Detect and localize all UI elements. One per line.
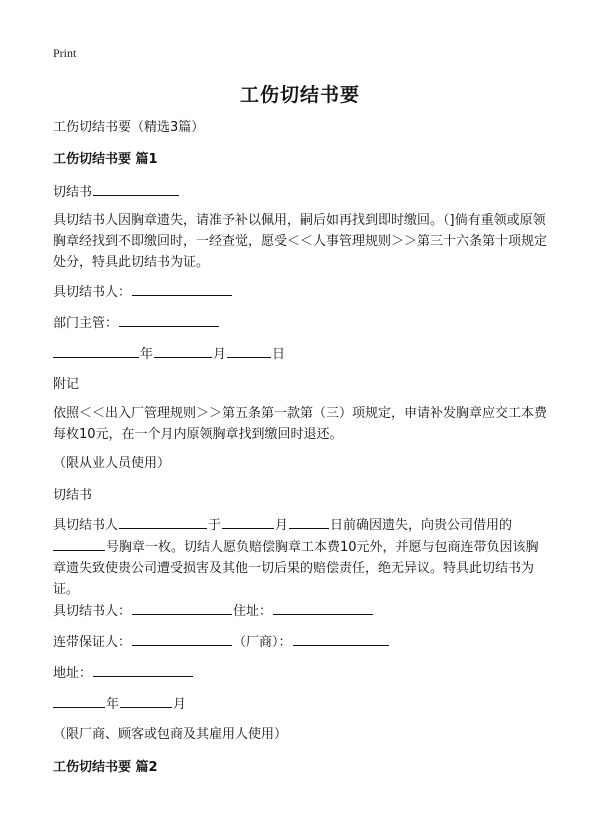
- loss-day-blank[interactable]: [289, 514, 329, 529]
- signer-address-line: [53, 600, 553, 622]
- scope-line-2: （限厂商、顾客或包商及其雇用人使用）: [53, 727, 288, 742]
- month-blank-2[interactable]: [120, 693, 172, 708]
- date-line-2: [53, 693, 553, 715]
- section-heading-2: 工伤切结书要 篇2: [53, 760, 158, 775]
- month-blank[interactable]: [154, 343, 212, 358]
- signer-blank-2[interactable]: [132, 600, 232, 615]
- loss-month-blank[interactable]: [222, 514, 274, 529]
- body-text-e: 号胸章一枚。切结人愿负赔偿胸章工本费10元外，并愿与包商连带负因该胸章遗失致使贵公司遭受损害及其他一切后果的赔偿责任，绝无异议。特具此切结书为证。: [53, 540, 539, 597]
- appendix-body: 依照＜＜出入厂管理规则＞＞第五条第一款第（三）项规定，申请补发胸章应交工本费每枚10元，在一个月内原领胸章找到缴回时退还。: [53, 406, 548, 442]
- supervisor-line: [53, 312, 553, 334]
- guarantor-label: 连带保证人：: [53, 635, 132, 650]
- pledge-label: 切结书: [53, 185, 93, 200]
- body-text-b: 于: [208, 518, 222, 533]
- print-link[interactable]: Print: [53, 46, 77, 60]
- factory-blank[interactable]: [293, 631, 389, 646]
- address-blank[interactable]: [273, 600, 373, 615]
- year-blank[interactable]: [53, 343, 139, 358]
- supervisor-blank[interactable]: [119, 312, 219, 327]
- date-line-1: [53, 343, 553, 365]
- signer-label-2: 具切结书人：: [53, 604, 132, 619]
- body-text-a: 具切结书人: [53, 518, 119, 533]
- address-line-2: [53, 662, 553, 684]
- body-text-d: 日前确因遗失，向贵公司借用的: [330, 518, 513, 533]
- pledge-title-line: [53, 181, 553, 203]
- pledge-body-2: [53, 514, 549, 600]
- address-label-2: 地址：: [53, 666, 93, 681]
- section-heading-1: 工伤切结书要 篇1: [53, 152, 158, 167]
- day-blank[interactable]: [227, 343, 271, 358]
- factory-label: （厂商）：: [233, 635, 292, 650]
- appendix-scope: （限从业人员使用）: [53, 456, 171, 471]
- document-subtitle: 工伤切结书要（精选3篇）: [53, 120, 205, 135]
- guarantor-line: [53, 631, 553, 653]
- year-label: 年: [140, 347, 154, 362]
- name-blank[interactable]: [119, 514, 207, 529]
- pledge-label-2: 切结书: [53, 488, 93, 503]
- pledge-blank[interactable]: [93, 181, 179, 196]
- body-text-c: 月: [275, 518, 289, 533]
- pledge-body: 具切结书人因胸章遗失，请准予补以佩用，嗣后如再找到即时缴回。（]倘有重领或原领胸章经找到不即缴回时，一经查觉，愿受＜＜人事管理规则＞＞第三十六条第十项规定处分，特具此切结书为证。: [53, 213, 548, 270]
- appendix-label: 附记: [53, 377, 80, 392]
- page-title: 工伤切结书要: [239, 84, 360, 106]
- year-label-2: 年: [106, 697, 120, 712]
- signer-blank[interactable]: [132, 281, 232, 296]
- year-blank-2[interactable]: [53, 693, 105, 708]
- month-label-2: 月: [173, 697, 187, 712]
- month-label: 月: [213, 347, 227, 362]
- day-label: 日: [272, 347, 286, 362]
- address-blank-2[interactable]: [93, 662, 193, 677]
- supervisor-label: 部门主管：: [53, 316, 119, 331]
- badge-number-blank[interactable]: [53, 536, 105, 551]
- signer-label: 具切结书人：: [53, 285, 132, 300]
- signer-line: [53, 281, 553, 303]
- guarantor-blank[interactable]: [132, 631, 232, 646]
- address-label: 住址：: [233, 604, 273, 619]
